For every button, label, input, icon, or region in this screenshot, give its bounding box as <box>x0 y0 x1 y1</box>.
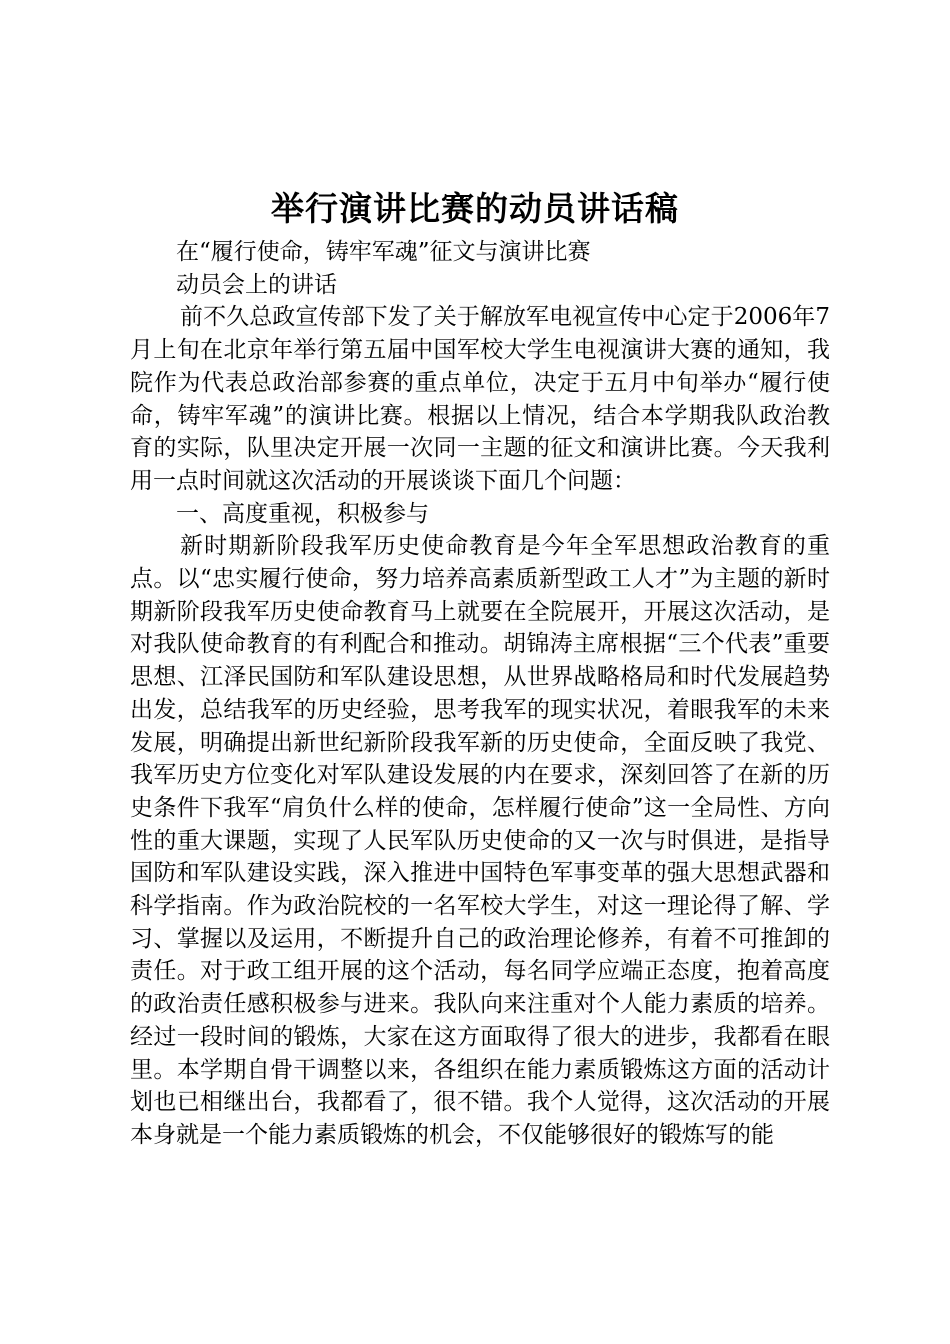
section-heading-1: 一、高度重视，积极参与 <box>176 500 429 527</box>
paragraph-intro: 前不久总政宣传部下发了关于解放军电视宣传中心定于2006年7月上旬在北京年举行第五届中国军校大学生电视演讲大赛的通知，我院作为代表总政治部参赛的重点单位，决定于五月中旬举办“履行使命，铸牢军魂”的演讲比赛。根据以上情况，结合本学期我队政治教育的实际，队里决定开展一次同一主题的征文和演讲比赛。今天我利用一点时间就这次活动的开展谈谈下面几个问题： <box>130 304 830 494</box>
subtitle-line-2: 动员会上的讲话 <box>176 271 337 298</box>
paragraph-section-1: 新时期新阶段我军历史使命教育是今年全军思想政治教育的重点。以“忠实履行使命，努力培养高素质新型政工人才”为主题的新时期新阶段我军历史使命教育马上就要在全院展开，开展这次活动，是对我队使命教育的有利配合和推动。胡锦涛主席根据“三个代表”重要思想、江泽民国防和军队建设思想，从世界战略格局和时代发展趋势出发，总结我军的历史经验，思考我军的现实状况，着眼我军的未来发展，明确提出新世纪新阶段我军新的历史使命，全面反映了我党、我军历史方位变化对军队建设发展的内在要求，深刻回答了在新的历史条件下我军“肩负什么样的使命，怎样履行使命”这一全局性、方向性的重大课题，实现了人民军队历史使命的又一次与时俱进，是指导国防和军队建设实践，深入推进中国特色军事变革的强大思想武器和科学指南。作为政治院校的一名军校大学生，对这一理论得了解、学习、掌握以及运用，不断提升自己的政治理论修养，有着不可推卸的责任。对于政工组开展的这个活动，每名同学应端正态度，抱着高度的政治责任感积极参与进来。我队向来注重对个人能力素质的培养。经过一段时间的锻炼，大家在这方面取得了很大的进步，我都看在眼里。本学期自骨干调整以来，各组织在能力素质锻炼这方面的活动计划也已相继出台，我都看了，很不错。我个人觉得，这次活动的开展本身就是一个能力素质锻炼的机会，不仅能够很好的锻炼写的能 <box>130 533 830 1148</box>
document-body <box>130 236 830 1152</box>
document-title: 举行演讲比赛的动员讲话稿 <box>271 189 679 228</box>
subtitle-line-1: 在“履行使命，铸牢军魂”征文与演讲比赛 <box>176 239 591 265</box>
